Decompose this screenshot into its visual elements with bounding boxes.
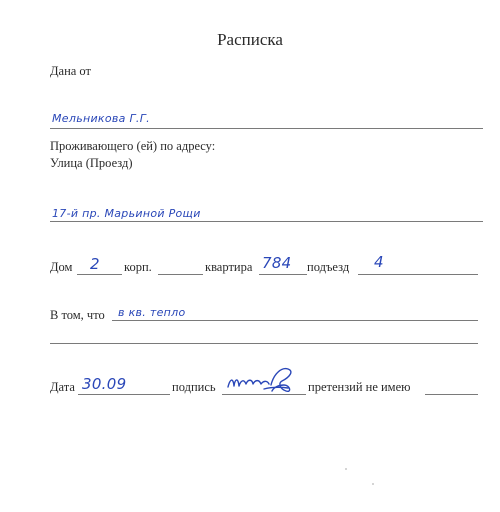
building-line xyxy=(158,274,203,275)
signature-label: подпись xyxy=(172,380,216,394)
house-value[interactable]: 2 xyxy=(90,255,100,273)
apartment-label: квартира xyxy=(205,260,253,274)
no-claims-line xyxy=(425,394,478,395)
regarding-label: В том, что xyxy=(50,308,105,322)
regarding-value[interactable]: в кв. тепло xyxy=(118,306,186,319)
issued-by-line xyxy=(50,128,483,129)
document-title: Расписка xyxy=(217,30,283,49)
handwritten-signature xyxy=(224,365,308,397)
issued-by-value[interactable]: Мельникова Г.Г. xyxy=(52,112,150,125)
regarding-line xyxy=(112,320,478,321)
date-value[interactable]: 30.09 xyxy=(82,375,127,393)
entrance-label: подъезд xyxy=(307,260,350,274)
street-value[interactable]: 17-й пр. Марьиной Рощи xyxy=(52,207,201,220)
street-label: Улица (Проезд) xyxy=(50,156,133,170)
house-label: Дом xyxy=(50,260,73,274)
issued-by-label: Дана от xyxy=(50,64,91,78)
building-label: корп. xyxy=(124,260,152,274)
date-line xyxy=(78,394,170,395)
street-line xyxy=(50,221,483,222)
no-claims-label: претензий не имею xyxy=(308,380,411,394)
date-label: Дата xyxy=(50,380,75,394)
entrance-line xyxy=(358,274,478,275)
regarding-line-2 xyxy=(50,343,478,344)
address-label: Проживающего (ей) по адресу: xyxy=(50,139,216,153)
scan-speck xyxy=(345,468,347,470)
apartment-line xyxy=(259,274,307,275)
apartment-value[interactable]: 784 xyxy=(262,254,292,272)
entrance-value[interactable]: 4 xyxy=(374,253,384,271)
house-line xyxy=(77,274,122,275)
scan-speck xyxy=(372,483,374,485)
